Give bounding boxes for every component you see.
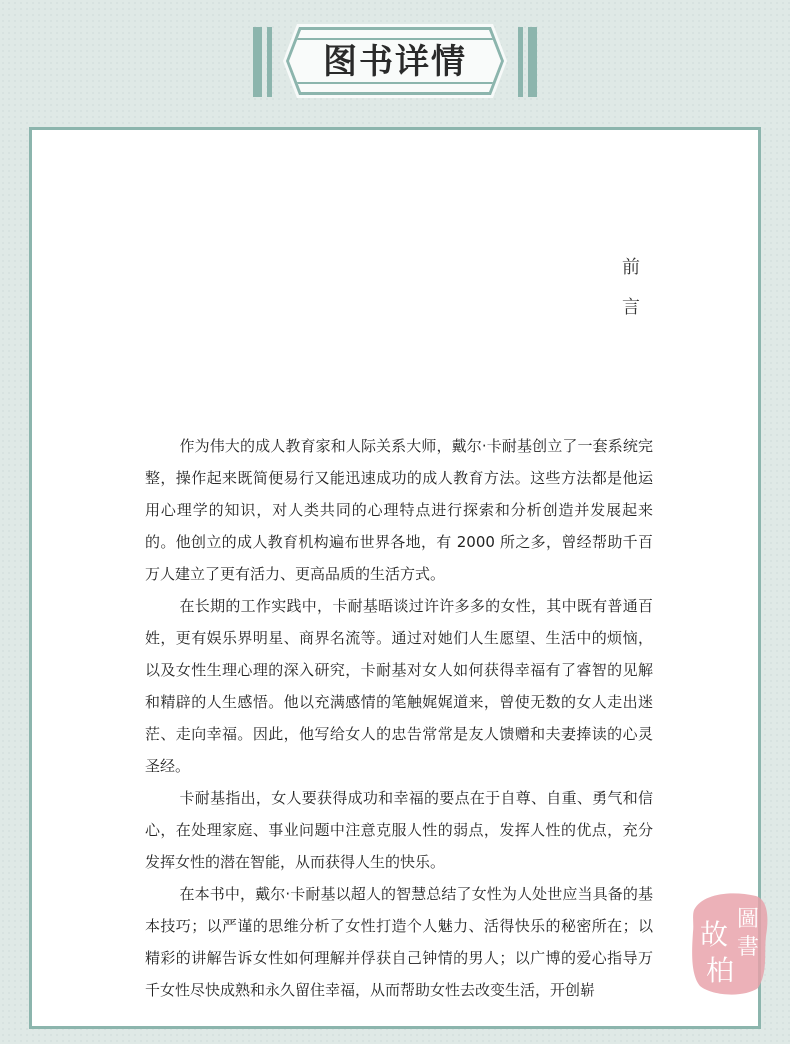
svg-text:故: 故 [699, 918, 729, 951]
banner-bar-left-outer [253, 27, 262, 97]
banner-bar-right-inner [518, 27, 523, 97]
banner-bar-left-inner [267, 27, 272, 97]
paragraph: 在本书中，戴尔·卡耐基以超人的智慧总结了女性为人处世应当具备的基本技巧；以严谨的思维分析了女性打造个人魅力、活得快乐的秘密所在；以精彩的讲解告诉女性如何理解并俘获自己钟情的男人；以广博的爱心指导万千女性尽快成熟和永久留住幸福，从而帮助女性去改变生活，开创崭 [145, 885, 653, 999]
preface-body [145, 430, 653, 1006]
paragraph: 在长期的工作实践中，卡耐基晤谈过许许多多的女性，其中既有普通百姓，更有娱乐界明星、商界名流等。通过对她们人生愿望、生活中的烦恼，以及女性生理心理的深入研究，卡耐基对女人如何获得幸福有了睿智的见解和精辟的人生感悟。他以充满感情的笔触娓娓道来，曾使无数的女人走出迷茫、走向幸福。因此，他写给女人的忠告常常是友人馈赠和夫妻捧读的心灵圣经。 [145, 597, 653, 775]
preface-title: 前言 [622, 257, 640, 318]
publisher-seal [690, 888, 770, 998]
banner-bar-right-outer [528, 27, 537, 97]
svg-text:圖: 圖 [736, 907, 760, 932]
svg-text:柏: 柏 [705, 954, 735, 987]
paragraph: 作为伟大的成人教育家和人际关系大师，戴尔·卡耐基创立了一套系统完整，操作起来既简便易行又能迅速成功的成人教育方法。这些方法都是他运用心理学的知识，对人类共同的心理特点进行探索和分析创造并发展起来的。他创立的成人教育机构遍布世界各地，有 2000 所之多，曾经帮助千百万人建立了更有活力、更高品质的生活方式。 [145, 437, 653, 583]
section-banner [253, 24, 537, 100]
paragraph: 卡耐基指出，女人要获得成功和幸福的要点在于自尊、自重、勇气和信心，在处理家庭、事业问题中注意克服人性的弱点，发挥人性的优点，充分发挥女性的潜在智能，从而获得人生的快乐。 [145, 789, 653, 871]
banner-title: 图书详情 [323, 42, 467, 82]
preface-panel [29, 127, 761, 1029]
svg-text:書: 書 [736, 935, 760, 960]
